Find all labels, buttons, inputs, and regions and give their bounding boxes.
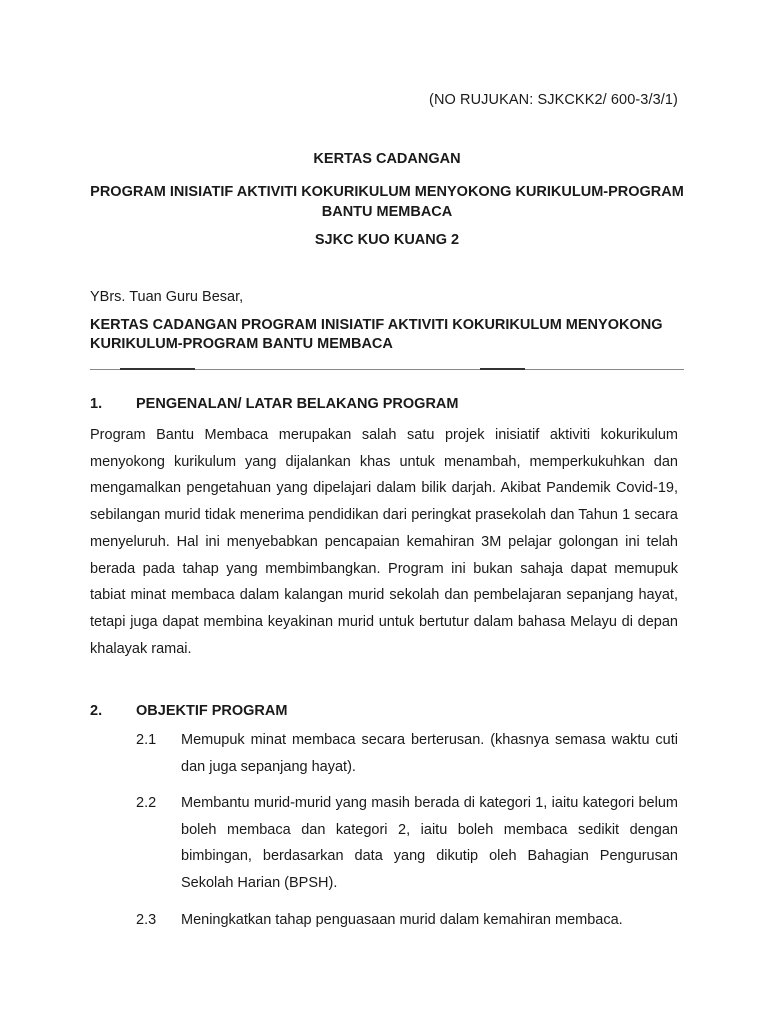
divider-segment xyxy=(480,368,525,370)
program-title: PROGRAM INISIATIF AKTIVITI KOKURIKULUM MENYOKONG KURIKULUM-PROGRAM BANTU MEMBACA xyxy=(90,184,684,220)
divider-segment xyxy=(120,368,195,370)
objective-text: Meningkatkan tahap penguasaan murid dalam kemahiran membaca. xyxy=(181,912,623,928)
school-name: SJKC KUO KUANG 2 xyxy=(314,232,460,248)
reference-number: (NO RUJUKAN: SJKCKK2/ 600-3/3/1) xyxy=(429,92,678,108)
section-heading-objectives xyxy=(90,703,287,719)
section-number: 1. xyxy=(90,396,103,412)
section-heading-introduction xyxy=(90,396,458,412)
section-number: 2. xyxy=(90,703,103,719)
objective-number: 2.1 xyxy=(136,732,157,748)
section-title: PENGENALAN/ LATAR BELAKANG PROGRAM xyxy=(136,396,459,412)
objective-item xyxy=(136,790,678,897)
objective-text: Memupuk minat membaca secara berterusan. (khasnya semasa waktu cuti dan juga sepanjang hayat). xyxy=(181,732,678,775)
objective-number: 2.2 xyxy=(136,795,157,811)
objective-item xyxy=(136,727,678,780)
subject-line: KERTAS CADANGAN PROGRAM INISIATIF AKTIVITI KOKURIKULUM MENYOKONG KURIKULUM-PROGRAM BANTU MEMBACA xyxy=(90,317,663,352)
greeting: YBrs. Tuan Guru Besar, xyxy=(90,289,244,305)
section-title: OBJEKTIF PROGRAM xyxy=(136,703,288,719)
introduction-paragraph: Program Bantu Membaca merupakan salah satu projek inisiatif aktiviti kokurikulum menyokong kurikulum yang dijalankan khas untuk menambah, memperkukuhkan dan mengamalkan pengetahuan yang dipelajari dalam bilik darjah. Akibat Pandemik Covid-19, sebilangan murid tidak menerima pendidikan dari peringkat prasekolah dan Tahun 1 secara menyeluruh. Hal ini menyebabkan pencapaian kemahiran 3M pelajar golongan ini telah berada pada tahap yang membimbangkan. Program ini bukan sahaja dapat memupuk tabiat minat membaca dalam kalangan murid sekolah dan pembelajaran sepanjang hayat, tetapi juga dapat membina keyakinan murid untuk bertutur dalam bahasa Melayu di depan khalayak ramai. xyxy=(90,427,678,657)
objective-number: 2.3 xyxy=(136,912,157,928)
document-title: KERTAS CADANGAN xyxy=(313,151,461,167)
objective-text: Membantu murid-murid yang masih berada di kategori 1, iaitu kategori belum boleh membaca dan kategori 2, iaitu boleh membaca sedikit dengan bimbingan, berdasarkan data yang dikutip oleh Bahagian Pengurusan Sekolah Harian (BPSH). xyxy=(181,795,678,892)
objective-item xyxy=(136,907,678,934)
